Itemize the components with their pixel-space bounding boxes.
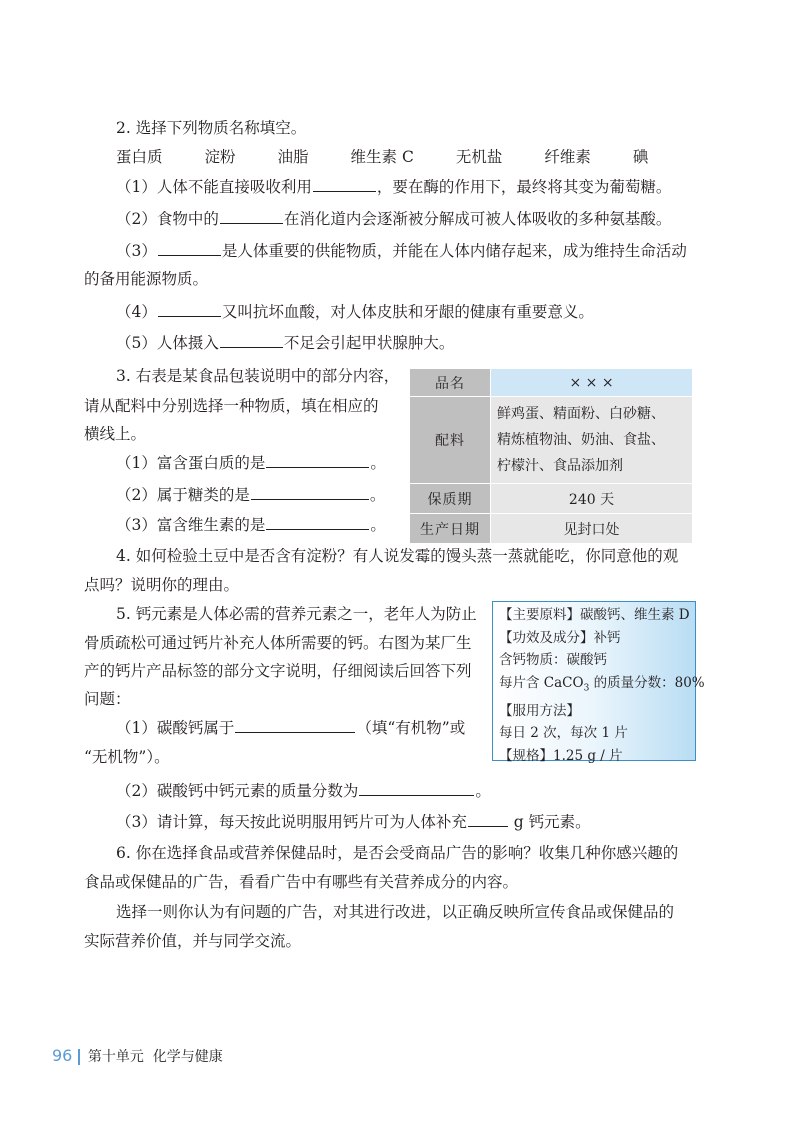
q2-item-2 (116, 208, 671, 229)
q5-text-line: 产的钙片产品标签的部分文字说明，仔细阅读后回答下列 (84, 662, 472, 680)
table-header-cell: 配料 (410, 397, 491, 484)
q2-item-text: （5）人体摄入 (116, 334, 219, 352)
answer-blank[interactable] (359, 780, 474, 796)
table-row (410, 397, 693, 484)
q5-text-line: 5. 钙元素是人体必需的营养元素之一，老年人为防止 (116, 605, 477, 623)
answer-blank[interactable] (266, 452, 369, 468)
label-text: 每片含 CaCO (499, 674, 584, 691)
q3-item-3 (116, 514, 386, 535)
q2-option: 油脂 (277, 148, 309, 166)
label-text: 的质量分数：80% (589, 674, 705, 691)
q2-item-text: 在消化道内会逐渐被分解成可被人体吸收的多种氨基酸。 (283, 210, 672, 228)
answer-blank[interactable] (158, 301, 221, 317)
q3-item-2 (116, 484, 385, 505)
q2-option: 纤维素 (544, 148, 591, 166)
answer-blank[interactable] (468, 811, 508, 827)
table-header-cell: 品名 (410, 369, 491, 397)
q2-options (116, 147, 690, 167)
label-line: 【服用方法】 (499, 702, 580, 719)
answer-blank[interactable] (266, 514, 369, 530)
q5-text-line: 问题： (84, 690, 131, 708)
q3-item-text: 。 (370, 516, 386, 534)
label-subscript: 3 (583, 683, 590, 694)
q3-item-text: 。 (369, 486, 386, 504)
label-line (499, 672, 705, 700)
q5-item-text: （填“有机物”或 (356, 719, 466, 737)
answer-blank[interactable] (313, 176, 376, 192)
table-cell (491, 397, 693, 484)
q2-item-text: （1）人体不能直接吸收利用 (116, 178, 312, 196)
answer-blank[interactable] (251, 484, 369, 500)
label-line: 每日 2 次，每次 1 片 (499, 725, 628, 742)
q3-text-line: 请从配料中分别选择一种物质，填在相应的 (84, 397, 379, 415)
ingredient-line: 鲜鸡蛋、精面粉、白砂糖、 (497, 406, 665, 422)
page-footer (52, 1046, 223, 1066)
q5-item-text: （2）碳酸钙中钙元素的质量分数为 (116, 782, 359, 800)
label-line: 【主要原料】碳酸钙、维生素 D (499, 607, 690, 623)
q2-item-1 (116, 176, 671, 197)
answer-blank[interactable] (158, 240, 221, 256)
q5-item-text: （3）请计算，每天按此说明服用钙片可为人体补充 (116, 813, 467, 831)
q5-item-2 (116, 780, 491, 801)
footer-divider (78, 1049, 80, 1065)
q3-item-text: 。 (370, 454, 386, 472)
q2-option: 无机盐 (455, 148, 503, 166)
q5-item-1 (116, 717, 465, 738)
q3-item-text: （1）富含蛋白质的是 (116, 454, 266, 472)
table-header-cell: 生产日期 (410, 514, 491, 544)
label-line: 含钙物质：碳酸钙 (499, 652, 607, 668)
q2-item-3-cont: 的备用能源物质。 (84, 270, 209, 288)
q2-title: 2. 选择下列物质名称填空。 (116, 119, 307, 137)
q2-item-5 (116, 332, 454, 353)
q2-item-text: （4） (116, 303, 157, 321)
table-cell: × × × (491, 369, 693, 397)
q5-item-text: g 钙元素。 (508, 813, 591, 831)
q5-text-line: 骨质疏松可通过钙片补充人体所需要的钙。右图为某厂生 (84, 634, 472, 652)
q2-item-text: 又叫抗坏血酸，对人体皮肤和牙龈的健康有重要意义。 (221, 303, 594, 321)
q5-item-text: （1）碳酸钙属于 (116, 719, 235, 737)
table-row (410, 514, 693, 544)
ingredient-line: 柠檬汁、食品添加剂 (497, 458, 623, 474)
q5-item-text: 。 (475, 782, 491, 800)
label-line: 【功效及成分】补钙 (499, 629, 621, 646)
q3-item-text: （3）富含维生素的是 (116, 516, 266, 534)
answer-blank[interactable] (220, 208, 283, 224)
q2-item-text: （3） (116, 242, 157, 260)
q5-item-1-cont: “无机物”）。 (84, 748, 170, 766)
calcium-tablet-label (492, 601, 705, 764)
q2-option: 维生素 C (350, 148, 414, 166)
q6-text-line: 食品或保健品的广告，看看广告中有哪些有关营养成分的内容。 (84, 873, 519, 891)
q4-text-line: 4. 如何检验土豆中是否含有淀粉？有人说发霉的馒头蒸一蒸就能吃，你同意他的观 (116, 547, 679, 565)
q2-item-3 (116, 240, 687, 261)
q3-text-line: 3. 右表是某食品包装说明中的部分内容， (116, 367, 400, 385)
q3-item-1 (116, 452, 386, 473)
q6-text-line: 选择一则你认为有问题的广告，对其进行改进，以正确反映所宣传食品或保健品的 (116, 903, 675, 921)
ingredient-line: 精炼植物油、奶油、食盐、 (497, 432, 665, 448)
q2-option: 碘 (632, 148, 649, 166)
answer-blank[interactable] (220, 332, 283, 348)
q2-item-text: 是人体重要的供能物质，并能在人体内储存起来，成为维持生命活动 (221, 242, 687, 260)
unit-title: 第十单元 (87, 1049, 144, 1065)
q2-option: 蛋白质 (116, 148, 163, 166)
chapter-title: 化学与健康 (152, 1049, 223, 1065)
table-row (410, 369, 693, 397)
q2-option: 淀粉 (204, 148, 236, 166)
q2-item-text: ，要在酶的作用下，最终将其变为葡萄糖。 (376, 178, 672, 196)
table-cell: 240 天 (491, 484, 693, 514)
table-row (410, 484, 693, 514)
q2-item-text: 不足会引起甲状腺肿大。 (283, 334, 455, 352)
table-header-cell: 保质期 (410, 484, 491, 514)
table-cell: 见封口处 (491, 514, 693, 544)
q3-item-text: （2）属于糖类的是 (116, 486, 250, 504)
label-line: 【规格】1.25 g / 片 (499, 747, 623, 764)
q2-item-text: （2）食物中的 (116, 210, 219, 228)
food-label-table (409, 368, 693, 544)
answer-blank[interactable] (235, 717, 355, 733)
q5-item-3 (116, 811, 591, 832)
q2-item-4 (116, 301, 594, 322)
q6-text-line: 实际营养价值，并与同学交流。 (84, 932, 302, 950)
q3-text-line: 横线上。 (84, 425, 147, 443)
page-number: 96 (52, 1046, 73, 1065)
q4-text-line: 点吗？说明你的理由。 (84, 576, 240, 594)
q6-text-line: 6. 你在选择食品或营养保健品时，是否会受商品广告的影响？收集几种你感兴趣的 (116, 844, 679, 862)
